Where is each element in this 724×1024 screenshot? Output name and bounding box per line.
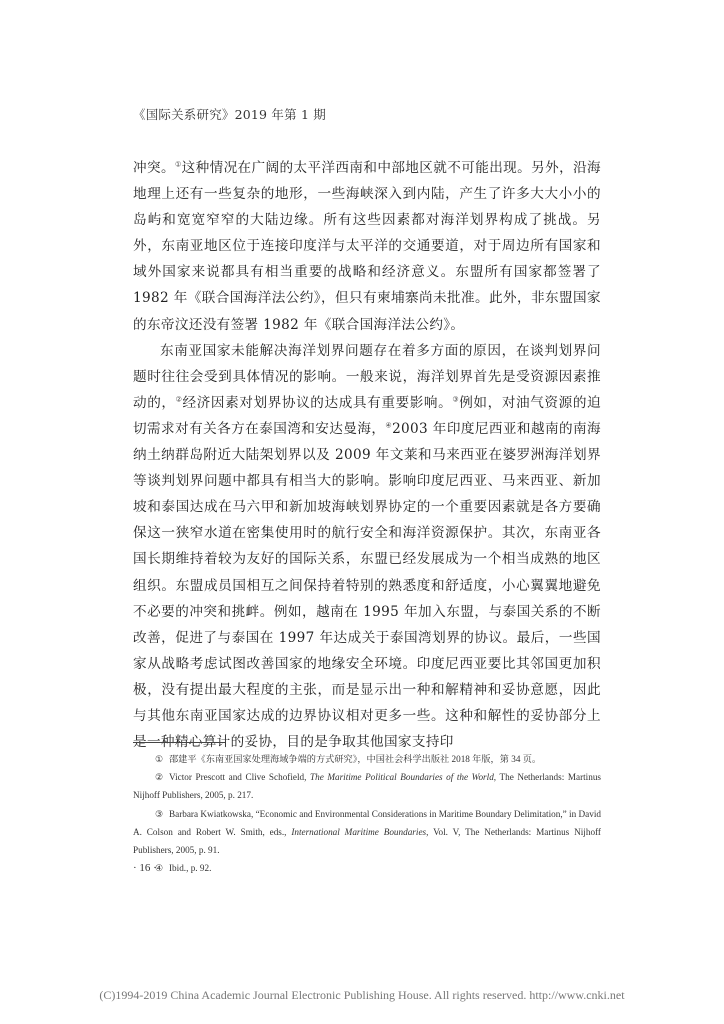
paragraph-2 (133, 338, 601, 756)
footnote-ref[interactable]: ① (174, 160, 182, 169)
text-run: 东南亚国家未能解决海洋划界问题存在着多方面的原因，在谈判划界问题时往往会受到具体情况的影响。一般来说，海洋划界首先是受资源因素推动的， (133, 342, 601, 411)
footnote-ref[interactable]: ② (175, 395, 183, 404)
text-run: 冲突。 (133, 160, 175, 176)
footnote-text: Barbara Kwiatkowska, “Economic and Environmental Considerations in Maritime Boundary Delimitation,” in David A. Colson and Robert W. Smith, eds., (133, 808, 601, 837)
footnote-divider (133, 742, 225, 743)
book-title: The Maritime Political Boundaries of the World (309, 772, 494, 783)
footnote-1 (133, 750, 601, 768)
body-text (133, 155, 601, 755)
text-run: 这种情况在广阔的太平洋西南和中部地区就不可能出现。另外，沿海地理上还有一些复杂的地形，一些海峡深入到内陆，产生了许多大大小小的岛屿和宽宽窄窄的大陆边缘。所有这些因素都对海洋划界构成了挑战。另外，东南亚地区位于连接印度洋与太平洋的交通要道，对于周边所有国家和域外国家来说都具有相当重要的战略和经济意义。东盟所有国家都签署了 1982 年《联合国海洋法公约》，但只有柬埔寨尚未批准。此外，非东盟国家的东帝汶还没有签署 1982 年《联合国海洋法公约》。 (133, 160, 601, 333)
footnote-ref[interactable]: ④ (385, 421, 393, 430)
book-title: International Maritime Boundaries (291, 826, 427, 837)
running-header: 《国际关系研究》2019 年第 1 期 (133, 107, 326, 122)
copyright-footer: (C)1994-2019 China Academic Journal Electronic Publishing House. All rights reserved. http://www.cnki.net (99, 988, 625, 1002)
footnote-4 (133, 859, 601, 877)
footnote-text: Ibid., p. 92. (169, 863, 212, 874)
text-run: 经济因素对划界协议的达成具有重要影响。 (182, 394, 453, 411)
footnote-mark: ③ (155, 808, 164, 819)
footnote-text: Victor Prescott and Clive Schofield, (169, 772, 310, 783)
footnote-text: , The Netherlands: Martinus Nijhoff Publishers, 2005, p. 217. (133, 772, 601, 801)
footnote-mark: ① (155, 754, 164, 764)
text-run: 例如，对油气资源的迫切需求对有关各方在泰国湾和安达曼海， (133, 394, 601, 437)
text-run: 2003 年印度尼西亚和越南的南海纳土纳群岛附近大陆架划界以及 2009 年文莱和马来西亚在婆罗洲海洋划界等谈判划界问题中都具有相当大的影响。影响印度尼西亚、马来西亚、新加坡和泰国达成在马六甲和新加坡海峡划界协定的一个重要因素就是各方要确保这一狭窄水道在密集使用时的航行安全和海洋资源保护。其次，东南亚各国长期维持着较为友好的国际关系，东盟已经发展成为一个相当成熟的地区组织。东盟成员国相互之间保持着特别的熟悉度和舒适度，小心翼翼地避免不必要的冲突和挑衅。例如，越南在 1995 年加入东盟，与泰国关系的不断改善，促进了与泰国在 1997 年达成关于泰国湾划界的协议。最后，一些国家从战略考虑试图改善国家的地缘安全环境。印度尼西亚要比其邻国更加积极，没有提出最大程度的主张，而是显示出一种和解精神和妥协意愿，因此与其他东南亚国家达成的边界协议相对更多一些。这种和解性的妥协部分上是一种精心算计的妥协，目的是争取其他国家支持印 (133, 420, 601, 751)
footnotes (133, 750, 601, 877)
footnote-mark: ② (155, 772, 164, 783)
footnote-3 (133, 805, 601, 860)
footnote-text: , Vol. V, The Netherlands: Martinus Nijhoff Publishers, 2005, p. 91. (133, 826, 601, 856)
footnote-mark: ④ (155, 863, 164, 874)
page-number: · 16 · (133, 862, 157, 874)
footnote-text: 邵建平《东南亚国家处理海域争端的方式研究》，中国社会科学出版社 2018 年版，第 34 页。 (169, 754, 542, 764)
paragraph-1 (133, 155, 601, 338)
footnote-2 (133, 768, 601, 804)
footnote-ref[interactable]: ③ (452, 395, 460, 404)
